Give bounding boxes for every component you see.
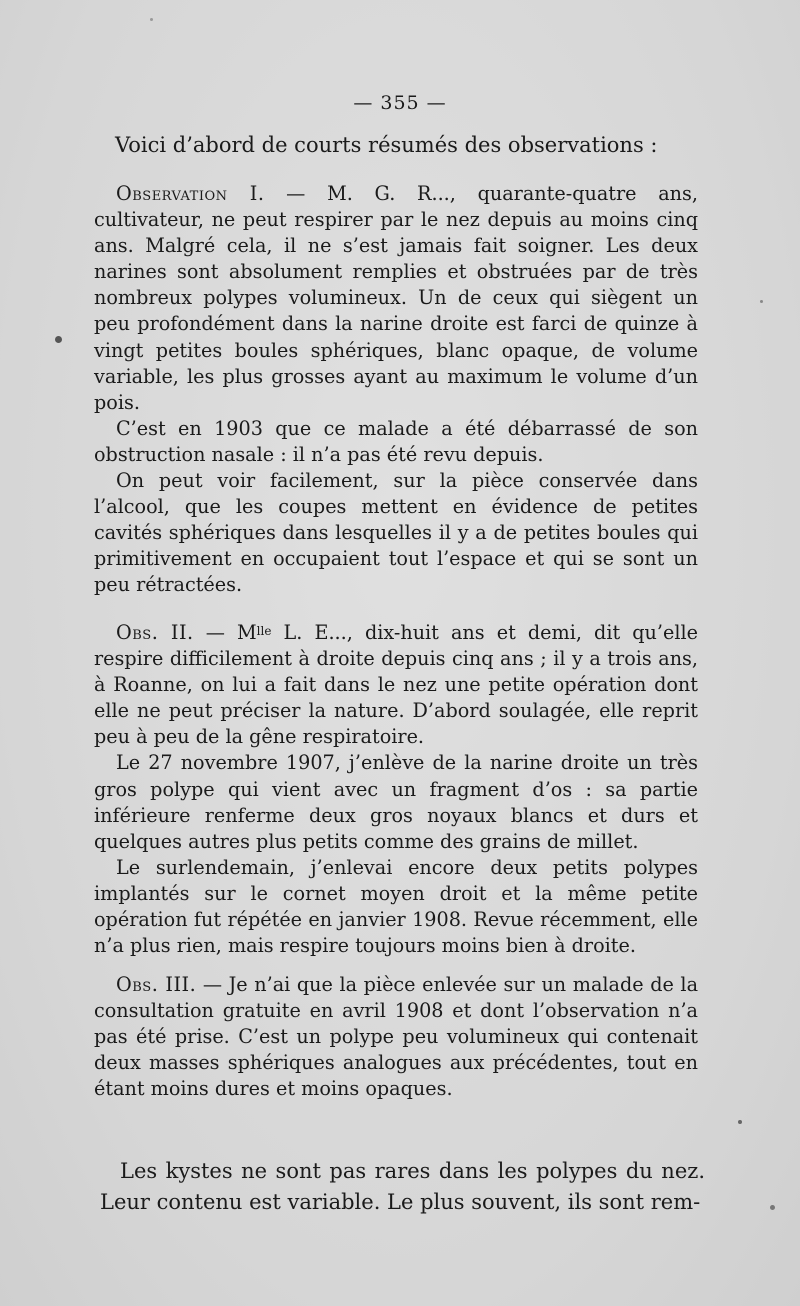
obs3-text: — Je n’ai que la pièce enlevée sur un malade de la consultation gratuite en avril 1908 et dont l’observation n’a pas été prise. C’est un polype peu volumineux qui contenait deux masses sphériques analogues aux précédentes, tout en étant moins dures et moins opaques. xyxy=(94,973,699,1101)
closing-text: Les kystes ne sont pas rares dans les polypes du nez. Leur contenu est variable. Le plus souvent, ils sont rem- xyxy=(100,1159,705,1214)
observation-3 xyxy=(94,972,698,1102)
obs2-paragraph-2: Le 27 novembre 1907, j’enlève de la narine droite un très gros polype qui vient avec un fragment d’os : sa partie inférieure renferme deux gros noyaux blancs et durs et quelques autres plus petits comme des grains de millet. xyxy=(94,751,698,853)
obs2-paragraph-3: Le surlendemain, j’enlevai encore deux petits polypes implantés sur le cornet moyen droit et la même petite opération fut répétée en janvier 1908. Revue récemment, elle n’a plus rien, mais respire toujours moins bien à droite. xyxy=(94,855,698,958)
obs2-superscript: lle xyxy=(256,624,272,638)
paper-speck xyxy=(150,18,153,21)
obs1-label: Observation I. xyxy=(116,182,265,205)
obs1-text: — M. G. R..., quarante-quatre ans, cultivateur, ne peut respirer par le nez depuis au moins cinq ans. Malgré cela, il ne s’est jamais fait soigner. Les deux narines sont absolument remplies et obstruées par de très nombreux polypes volumineux. Un de ceux qui siègent un peu profondément dans la narine droite est farci de quinze à vingt petites boules sphériques, blanc opaque, de volume variable, les plus grosses ayant au maximum le volume d’un pois. xyxy=(94,182,698,414)
paper-speck xyxy=(738,1120,742,1124)
page-number: — 355 — xyxy=(353,92,447,114)
observation-2 xyxy=(94,620,698,959)
obs2-text: L. E..., dix-huit ans et demi, dit qu’elle respire difficilement à droite depuis cinq ans ; il y a trois ans, à Roanne, on lui a fait dans le nez une petite opération dont elle ne peut préciser la nature. D’abord soulagée, elle reprit peu à peu de la gêne respiratoire. xyxy=(94,621,698,749)
obs3-label: Obs. III. xyxy=(116,973,197,996)
obs1-paragraph xyxy=(94,181,698,416)
intro-line: Voici d’abord de courts résumés des observations : xyxy=(115,133,658,157)
obs2-label: Obs. II. xyxy=(116,621,194,644)
obs1-paragraph-3: On peut voir facilement, sur la pièce conservée dans l’alcool, que les coupes mettent en évidence de petites cavités sphériques dans lesquelles il y a de petites boules qui primitivement en occupaient tout l’espace et qui se sont un peu rétractées. xyxy=(94,469,698,597)
paper-speck xyxy=(760,300,763,303)
paper-speck xyxy=(55,336,62,343)
obs1-paragraph-2: C’est en 1903 que ce malade a été débarrassé de son obstruction nasale : il n’a pas été revu depuis. xyxy=(94,416,698,466)
obs2-paragraph xyxy=(94,620,698,750)
obs2-dash: — M xyxy=(193,621,257,644)
observation-1 xyxy=(94,181,698,599)
closing-paragraph xyxy=(100,1156,705,1218)
paper-speck xyxy=(770,1205,775,1210)
obs3-paragraph xyxy=(94,972,698,1102)
